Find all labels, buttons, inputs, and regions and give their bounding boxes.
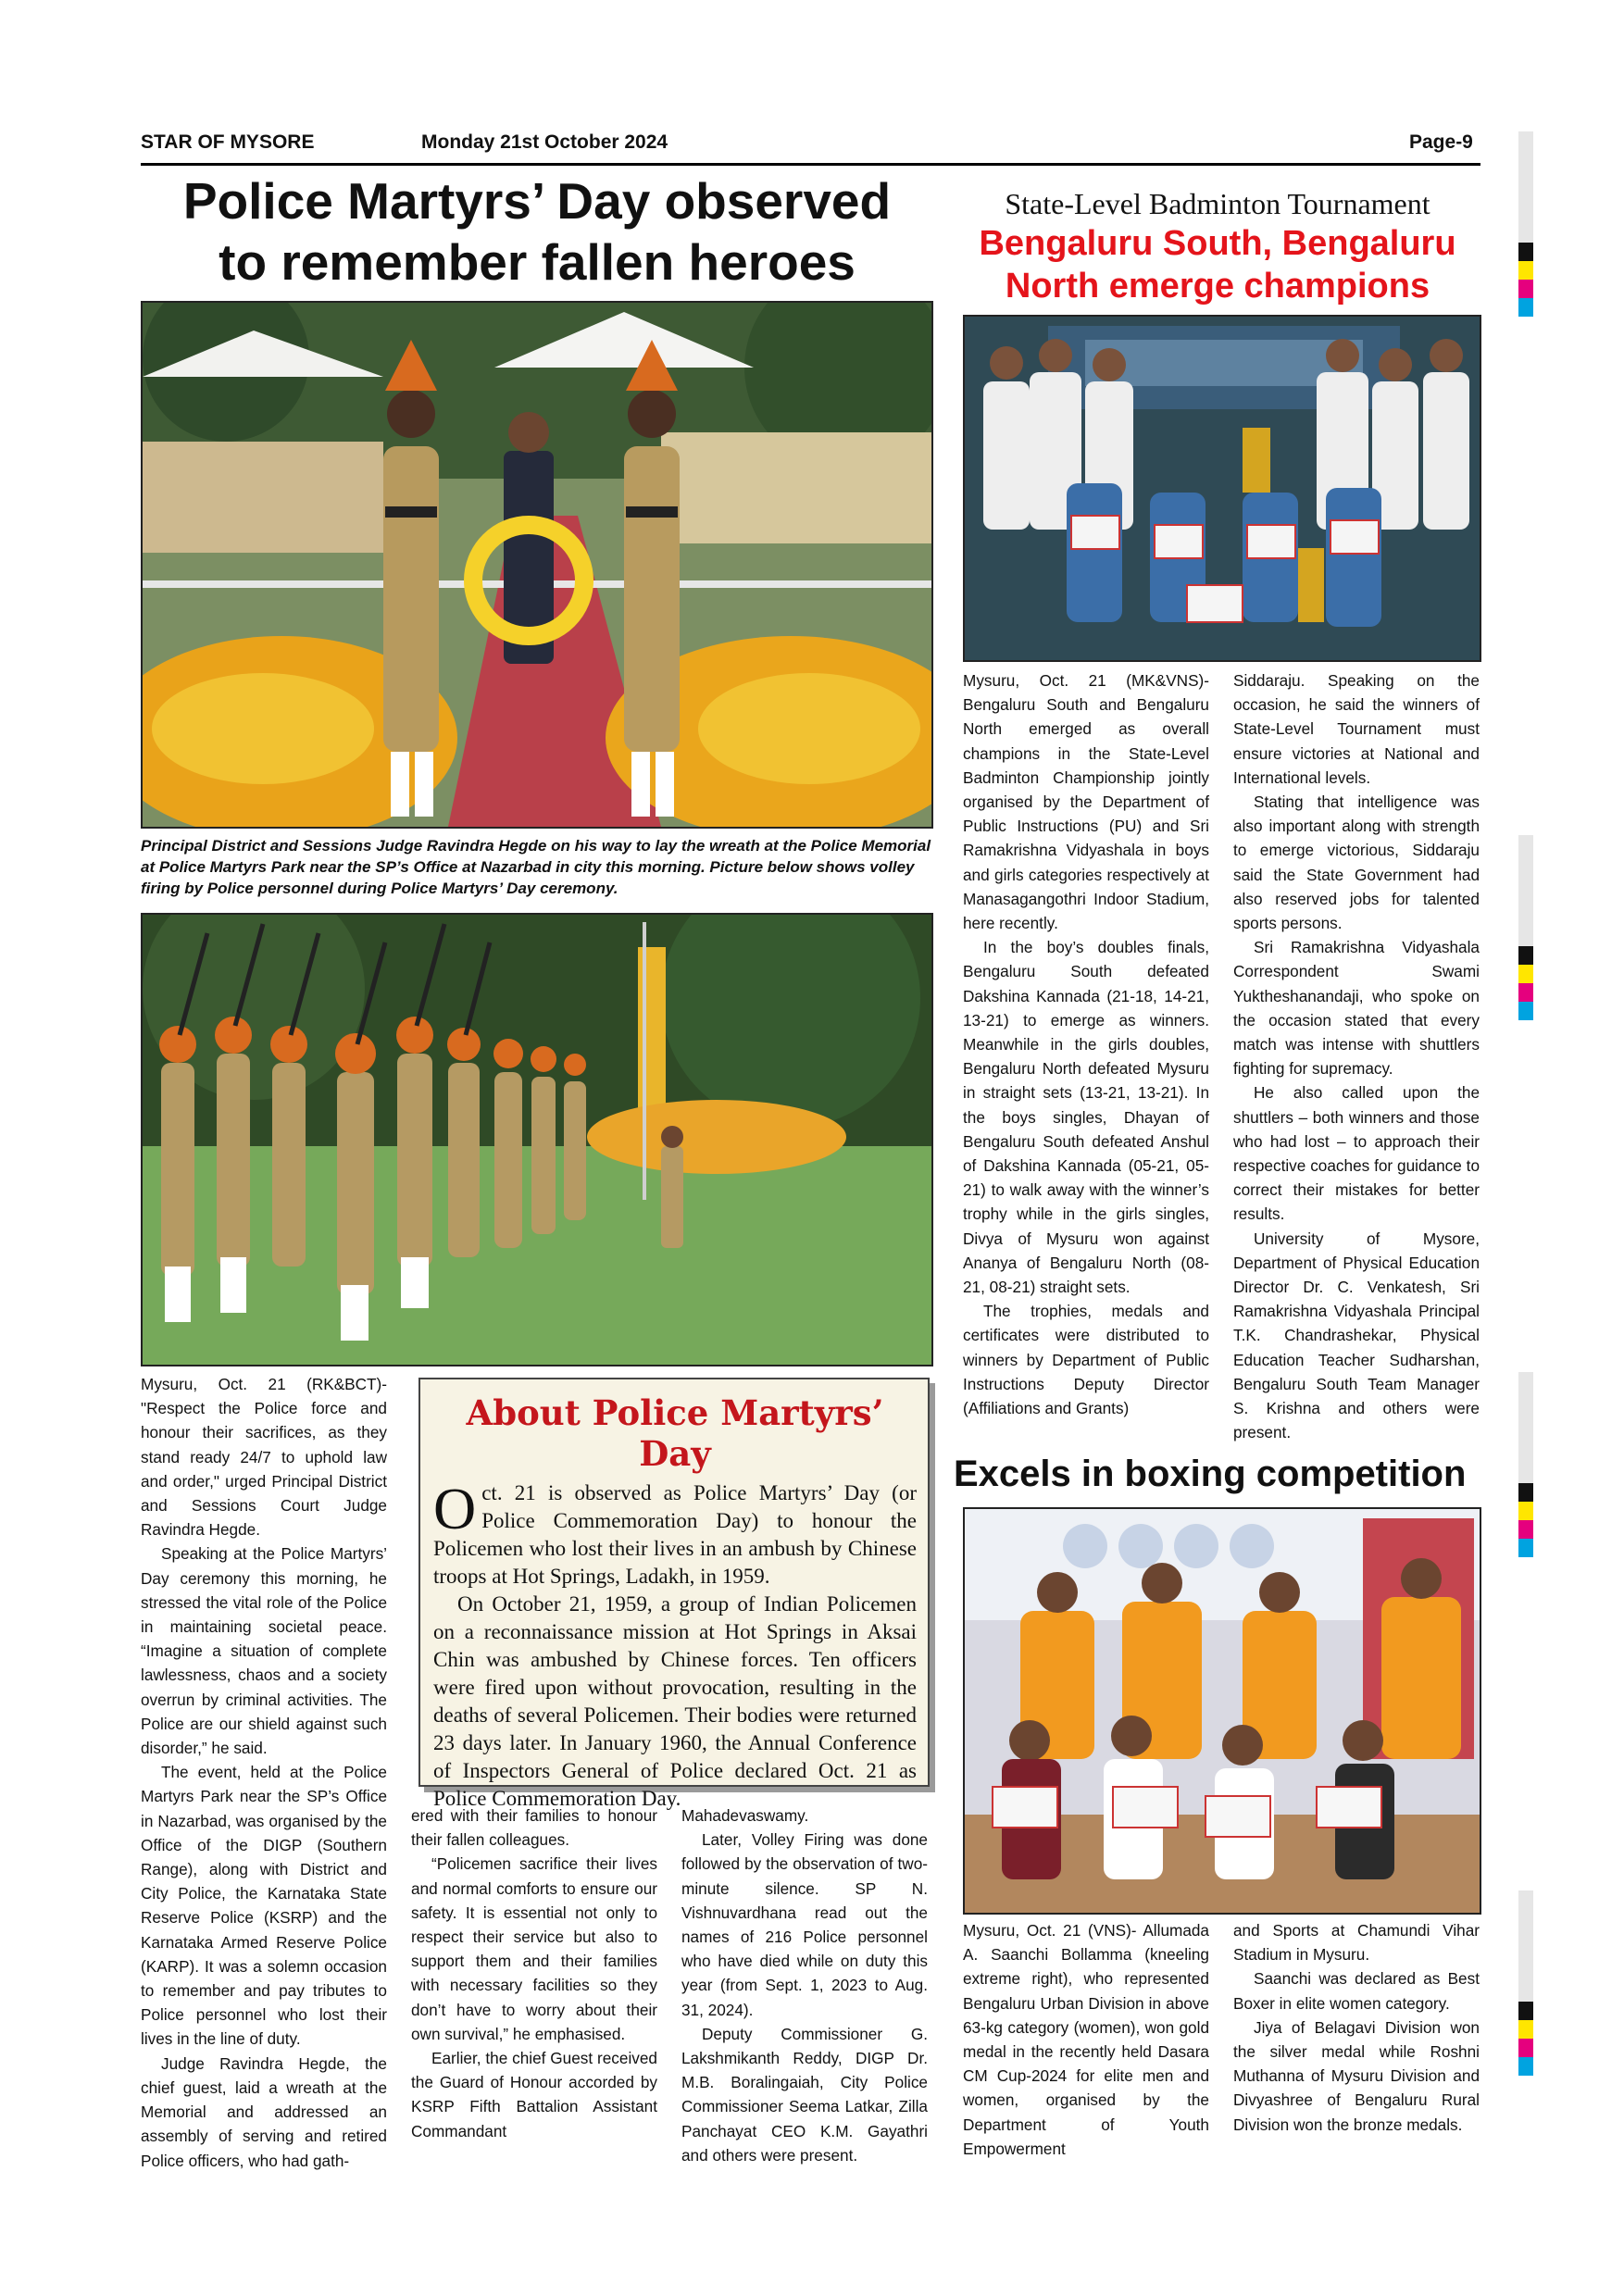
registration-black-mark-4 bbox=[1518, 2002, 1533, 2020]
wreath-laying-illustration bbox=[143, 303, 931, 827]
print-registration-strip bbox=[1518, 131, 1533, 2196]
boxing-col2-para1: and Sports at Chamundi Vihar Stadium in Mysuru. bbox=[1233, 1921, 1480, 1965]
badminton-col2-para1: Siddaraju. Speaking on the occasion, he said the winners of State-Level Tournament must ensure victories at National and International levels. bbox=[1233, 671, 1480, 787]
badminton-col2-para3: Sri Ramakrishna Vidyashala Correspondent Swami Yuktheshanandaji, who spoke on the occasion stated that every match was intense with shuttlers fighting for supremacy. bbox=[1233, 938, 1480, 1079]
registration-cyan-mark-4 bbox=[1518, 2057, 1533, 2076]
registration-gray-bar-4 bbox=[1518, 1890, 1533, 2002]
paper-name: STAR OF MYSORE bbox=[141, 131, 315, 153]
registration-cyan-mark-2 bbox=[1518, 1002, 1533, 1020]
badminton-winners-photo bbox=[963, 315, 1481, 662]
registration-cyan-mark bbox=[1518, 298, 1533, 317]
martyrs-column-3 bbox=[681, 1803, 928, 2167]
registration-yellow-mark-3 bbox=[1518, 1502, 1533, 1520]
martyrs-col2-para1: ered with their families to honour their fallen colleagues. bbox=[411, 1806, 657, 1850]
martyrs-column-1 bbox=[141, 1372, 387, 2173]
badminton-col1-para2: In the boy’s doubles finals, Bengaluru South defeated Dakshina Kannada (21-18, 14-21, 13-21) to emerge as winners. Meanwhile in the girls doubles, Bengaluru North defeated Mysuru in straight sets (13-21, 13-21). In the boys singles, Dhayan of Bengaluru South defeated Anshul of Dakshina Kannada (05-21, 05-21) to walk away with the winner’s trophy while in the girls singles, Divya of Mysuru won against Ananya of Bengaluru North (08-21, 08-21) straight sets. bbox=[963, 938, 1209, 1297]
martyrs-col3-para3: Deputy Commissioner G. Lakshmikanth Reddy, DIGP Dr. M.B. Boralingaiah, City Police Commissioner Seema Latkar, Zilla Panchayat CEO K.M. Gayathri and others were present. bbox=[681, 2024, 928, 2165]
wreath-laying-photo bbox=[141, 301, 933, 829]
boxing-column-1 bbox=[963, 1918, 1209, 2161]
registration-magenta-mark-4 bbox=[1518, 2039, 1533, 2057]
martyrs-col3-para2: Later, Volley Firing was done followed by the observation of two-minute silence. SP N. Vishnuvardhana read out the names of 216 Police personnel who have died while on duty this year (from Sept. 1, 2023 to Aug. 31, 2024). bbox=[681, 1830, 928, 2019]
badminton-column-2 bbox=[1233, 668, 1480, 1445]
issue-date: Monday 21st October 2024 bbox=[421, 131, 668, 153]
badminton-headline bbox=[954, 222, 1481, 307]
registration-cyan-mark-3 bbox=[1518, 1539, 1533, 1557]
badminton-col2-para4: He also called upon the shuttlers – both winners and those who had lost – to approach their respective coaches for guidance to correct their mistakes for better results. bbox=[1233, 1083, 1480, 1224]
registration-gray-bar-3 bbox=[1518, 1372, 1533, 1483]
martyrs-headline bbox=[130, 170, 944, 293]
about-box-para2: On October 21, 1959, a group of Indian Policemen on a reconnaissance mission at Hot Springs in Aksai Chin was ambushed by Chinese forces. Ten officers were fired upon without provocation, resulting in the deaths of several Policemen. Their bodies were returned 23 days later. In January 1960, the Annual Conference of Inspectors General of Police declared Oct. 21 as Police Commemoration Day. bbox=[433, 1592, 917, 1810]
registration-black-mark-3 bbox=[1518, 1483, 1533, 1502]
martyrs-col1-para4: Judge Ravindra Hegde, the chief guest, laid a wreath at the Memorial and addressed an assembly of serving and retired Police officers, who had gath- bbox=[141, 2053, 387, 2170]
badminton-col2-para5: University of Mysore, Department of Physical Education Director Dr. C. Venkatesh, Sri Ramakrishna Vidyashala Principal T.K. Chandrashekar, Physical Education Teacher Sudharshan, Bengaluru South Team Manager S. Krishna and others were present. bbox=[1233, 1229, 1480, 1442]
registration-yellow-mark-2 bbox=[1518, 965, 1533, 983]
martyrs-col3-para1: Mahadevaswamy. bbox=[681, 1806, 809, 1825]
registration-magenta-mark-3 bbox=[1518, 1520, 1533, 1539]
martyrs-column-2 bbox=[411, 1803, 657, 2143]
badminton-kicker: State-Level Badminton Tournament bbox=[1005, 187, 1430, 220]
badminton-col1-para3: The trophies, medals and certificates were distributed to winners by Department of Public Instructions Deputy Director (Affiliations and Grants) bbox=[963, 1302, 1209, 1418]
wreath-photo-caption: Principal District and Sessions Judge Ravindra Hegde on his way to lay the wreath at the Police Memorial at Police Martyrs Park near the SP’s Office at Nazarbad in city this morning. Picture below shows volley firing by Police personnel during Police Martyrs’ Day ceremony. bbox=[141, 837, 931, 897]
boxing-col1-para1: Mysuru, Oct. 21 (VNS)- Allumada A. Saanchi Bollamma (kneeling extreme right), who represented Bengaluru Urban Division in above 63-kg category (women), won gold medal in the recently held Dasara CM Cup-2024 for elite men and women, organised by the Department of Youth Empowerment bbox=[963, 1921, 1209, 2158]
badminton-headline-line1: Bengaluru South, Bengaluru bbox=[979, 224, 1456, 263]
registration-yellow-mark-4 bbox=[1518, 2020, 1533, 2039]
volley-firing-illustration bbox=[143, 915, 931, 1365]
boxing-winners-photo bbox=[963, 1507, 1481, 1915]
registration-black-mark bbox=[1518, 243, 1533, 261]
about-box-body bbox=[433, 1476, 917, 1813]
boxing-col2-para3: Jiya of Belagavi Division won the silver medal while Roshni Muthanna of Mysuru Division and Divyashree of Bengaluru Rural Division won the bronze medals. bbox=[1233, 2017, 1480, 2134]
badminton-col1-para1: Mysuru, Oct. 21 (MK&VNS)- Bengaluru South and Bengaluru North emerged as overall champions in the State-Level Badminton Championship jointly organised by the Department of Public Instructions (PU) and Sri Ramakrishna Vidyashala in boys and girls categories respectively at Manasagangothri Indoor Stadium, here recently. bbox=[963, 671, 1209, 933]
martyrs-col2-para3: Earlier, the chief Guest received the Guard of Honour accorded by KSRP Fifth Battalion Assistant Commandant bbox=[411, 2049, 657, 2140]
badminton-col2-para2: Stating that intelligence was also important along with strength to emerge victorious, Siddaraju said the State Government had also reserved jobs for talented sports persons. bbox=[1233, 792, 1480, 933]
volley-firing-photo bbox=[141, 913, 933, 1366]
martyrs-col1-para1: Mysuru, Oct. 21 (RK&BCT)- "Respect the Police force and honour their sacrifices, as they stand ready 24/7 to uphold law and order," urged Principal District and Sessions Court Judge Ravindra Hegde. bbox=[141, 1375, 387, 1540]
boxing-headline: Excels in boxing competition bbox=[954, 1454, 1467, 1494]
registration-gray-bar bbox=[1518, 131, 1533, 243]
masthead-rule bbox=[141, 163, 1480, 166]
about-box-title: About Police Martyrs’ Day bbox=[466, 1392, 884, 1474]
martyrs-col1-para3: The event, held at the Police Martyrs Park near the SP’s Office in Nazarbad, was organised by the Office of the DIGP (Southern Range), along with District and City Police, the Karnataka State Reserve Police (KSRP) and the Karnataka Armed Reserve Police (KARP). It was a solemn occasion to remember and pay tributes to Police personnel who lost their lives in the line of duty. bbox=[141, 1763, 387, 2049]
registration-black-mark-2 bbox=[1518, 946, 1533, 965]
boxing-column-2 bbox=[1233, 1918, 1480, 2137]
martyrs-headline-line1: Police Martyrs’ Day observed bbox=[182, 172, 892, 230]
registration-magenta-mark-2 bbox=[1518, 983, 1533, 1002]
martyrs-col1-para2: Speaking at the Police Martyrs’ Day ceremony this morning, he stressed the vital role of the Police in maintaining societal peace. “Imagine a situation of complete lawlessness, chaos and a society overrun by criminal activities. The Police are our shield against such disorder,” he said. bbox=[141, 1544, 387, 1758]
page-number: Page-9 bbox=[1409, 131, 1473, 153]
drop-cap: O bbox=[433, 1476, 477, 1541]
badminton-headline-line2: North emerge champions bbox=[1005, 267, 1430, 306]
boxing-col2-para2: Saanchi was declared as Best Boxer in elite women category. bbox=[1233, 1969, 1480, 2013]
martyrs-headline-line2: to remember fallen heroes bbox=[219, 233, 856, 291]
about-box-para1: ct. 21 is observed as Police Martyrs’ Day (or Police Commemoration Day) to honour the Policemen who lost their lives in an ambush by Chinese troops at Hot Springs, Ladakh, in 1959. bbox=[433, 1481, 917, 1588]
badminton-winners-illustration bbox=[965, 317, 1480, 660]
registration-yellow-mark bbox=[1518, 261, 1533, 280]
badminton-column-1 bbox=[963, 668, 1209, 1420]
martyrs-col2-para2: “Policemen sacrifice their lives and normal comforts to ensure our safety. It is essential not only to respect their service but also to support them and their families with necessary facilities so they don’t have to worry about their own survival,” he emphasised. bbox=[411, 1854, 657, 2043]
registration-gray-bar-2 bbox=[1518, 835, 1533, 946]
registration-magenta-mark bbox=[1518, 280, 1533, 298]
boxing-winners-illustration bbox=[965, 1509, 1480, 1913]
about-martyrs-day-box bbox=[418, 1378, 930, 1810]
